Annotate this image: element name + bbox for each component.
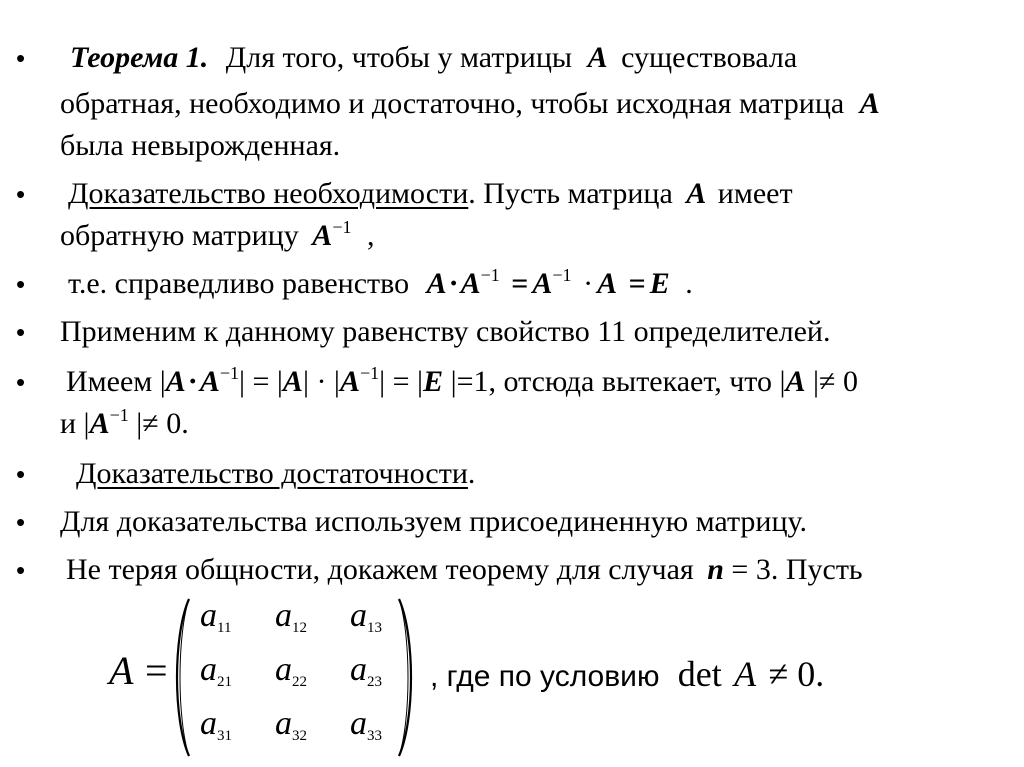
body-text: | · | [302, 365, 340, 398]
var-A: A [165, 365, 186, 398]
equals: = [145, 648, 168, 693]
body-text: Не теряя общности, докажем теорему для случая [66, 553, 694, 586]
var-A: A [532, 267, 553, 300]
body-text: | = | [238, 365, 283, 398]
var-A: A [282, 365, 303, 398]
body-text: т.е. справедливо равенство [68, 267, 410, 300]
exponent: −1 [109, 405, 129, 425]
theorem-text: обратная, необходимо и достаточно, чтобы исходная матрица [60, 87, 845, 120]
var-A: A [89, 407, 110, 440]
body-text: | = | [379, 365, 424, 398]
bullet: • [16, 459, 26, 489]
body-text: обратную матрицу [60, 219, 299, 252]
var-n: n [707, 553, 724, 586]
matrix-cell-23: $a_{23}$ [350, 651, 382, 690]
bullet: • [16, 507, 26, 537]
body-text: Применим к данному равенству свойство 11 определителей. [60, 315, 831, 348]
period: . [685, 267, 693, 300]
period: . [467, 457, 476, 490]
bullet: • [16, 179, 26, 209]
var-A: A [686, 177, 707, 210]
body-text: и | [60, 407, 90, 440]
var-A: A [597, 267, 618, 300]
matrix-cell-22: $a_{22}$ [275, 651, 307, 690]
var-A: A [426, 267, 447, 300]
not-equal-zero: ≠ 0. [768, 654, 825, 694]
exponent: −1 [332, 217, 352, 237]
dot-op: · [448, 267, 459, 300]
matrix-definition [105, 595, 825, 760]
var-E: E [649, 267, 670, 300]
matrix-cell-31: $a_{31}$ [200, 705, 232, 744]
var-A: A [339, 365, 360, 398]
var-A: A [460, 267, 481, 300]
bullet: • [16, 555, 26, 585]
bullet: • [16, 367, 26, 397]
matrix-cell-11: $a_{11}$ [200, 597, 232, 636]
theorem-title: Теорема 1. [70, 41, 209, 74]
bullet: • [16, 317, 26, 347]
exponent: −1 [552, 265, 572, 285]
var-A: A [734, 654, 757, 694]
var-A: A [587, 41, 608, 74]
matrix-cell-21: $a_{21}$ [200, 651, 232, 690]
var-A: A [312, 219, 333, 252]
equals: = [628, 267, 646, 300]
necessity-heading: Доказательство необходимости [68, 177, 469, 210]
body-text: |≠ 0. [128, 407, 189, 440]
var-E: E [423, 365, 444, 398]
body-text: |=1, отсюда вытекает, что | [443, 365, 786, 398]
exponent: −1 [219, 363, 239, 383]
theorem-text: была невырожденная. [60, 129, 341, 162]
var-A: A [785, 365, 806, 398]
matrix-cell-33: $a_{33}$ [350, 705, 382, 744]
condition-text: , где по условию [430, 660, 660, 693]
matrix-condition [430, 653, 824, 695]
body-text: |≠ 0 [805, 365, 859, 398]
body-text: Для доказательства используем присоединенную матрицу. [60, 505, 808, 538]
body-text: имеет [717, 177, 793, 210]
matrix-cell-13: $a_{13}$ [350, 597, 382, 636]
comma: , [366, 219, 375, 252]
equals: = [511, 267, 529, 300]
body-text: = 3. Пусть [723, 553, 863, 586]
dot-op: · [583, 267, 594, 300]
var-A: A [199, 365, 220, 398]
exponent: −1 [480, 265, 500, 285]
exponent: −1 [359, 363, 380, 383]
matrix-cell-32: $a_{32}$ [275, 705, 307, 744]
theorem-text: существовала [621, 41, 798, 74]
det-operator: det [677, 654, 722, 694]
bullet: • [16, 43, 26, 73]
bullet: • [16, 269, 26, 299]
matrix-name: A [109, 648, 134, 693]
dot-op: · [187, 365, 198, 398]
body-text: Имеем | [66, 365, 166, 398]
sufficiency-heading: Доказательство достаточности [76, 457, 468, 490]
theorem-text: Для того, чтобы у матрицы [225, 41, 573, 74]
body-text: . Пусть матрица [468, 177, 673, 210]
var-A: A [859, 87, 880, 120]
matrix-cell-12: $a_{12}$ [275, 597, 307, 636]
